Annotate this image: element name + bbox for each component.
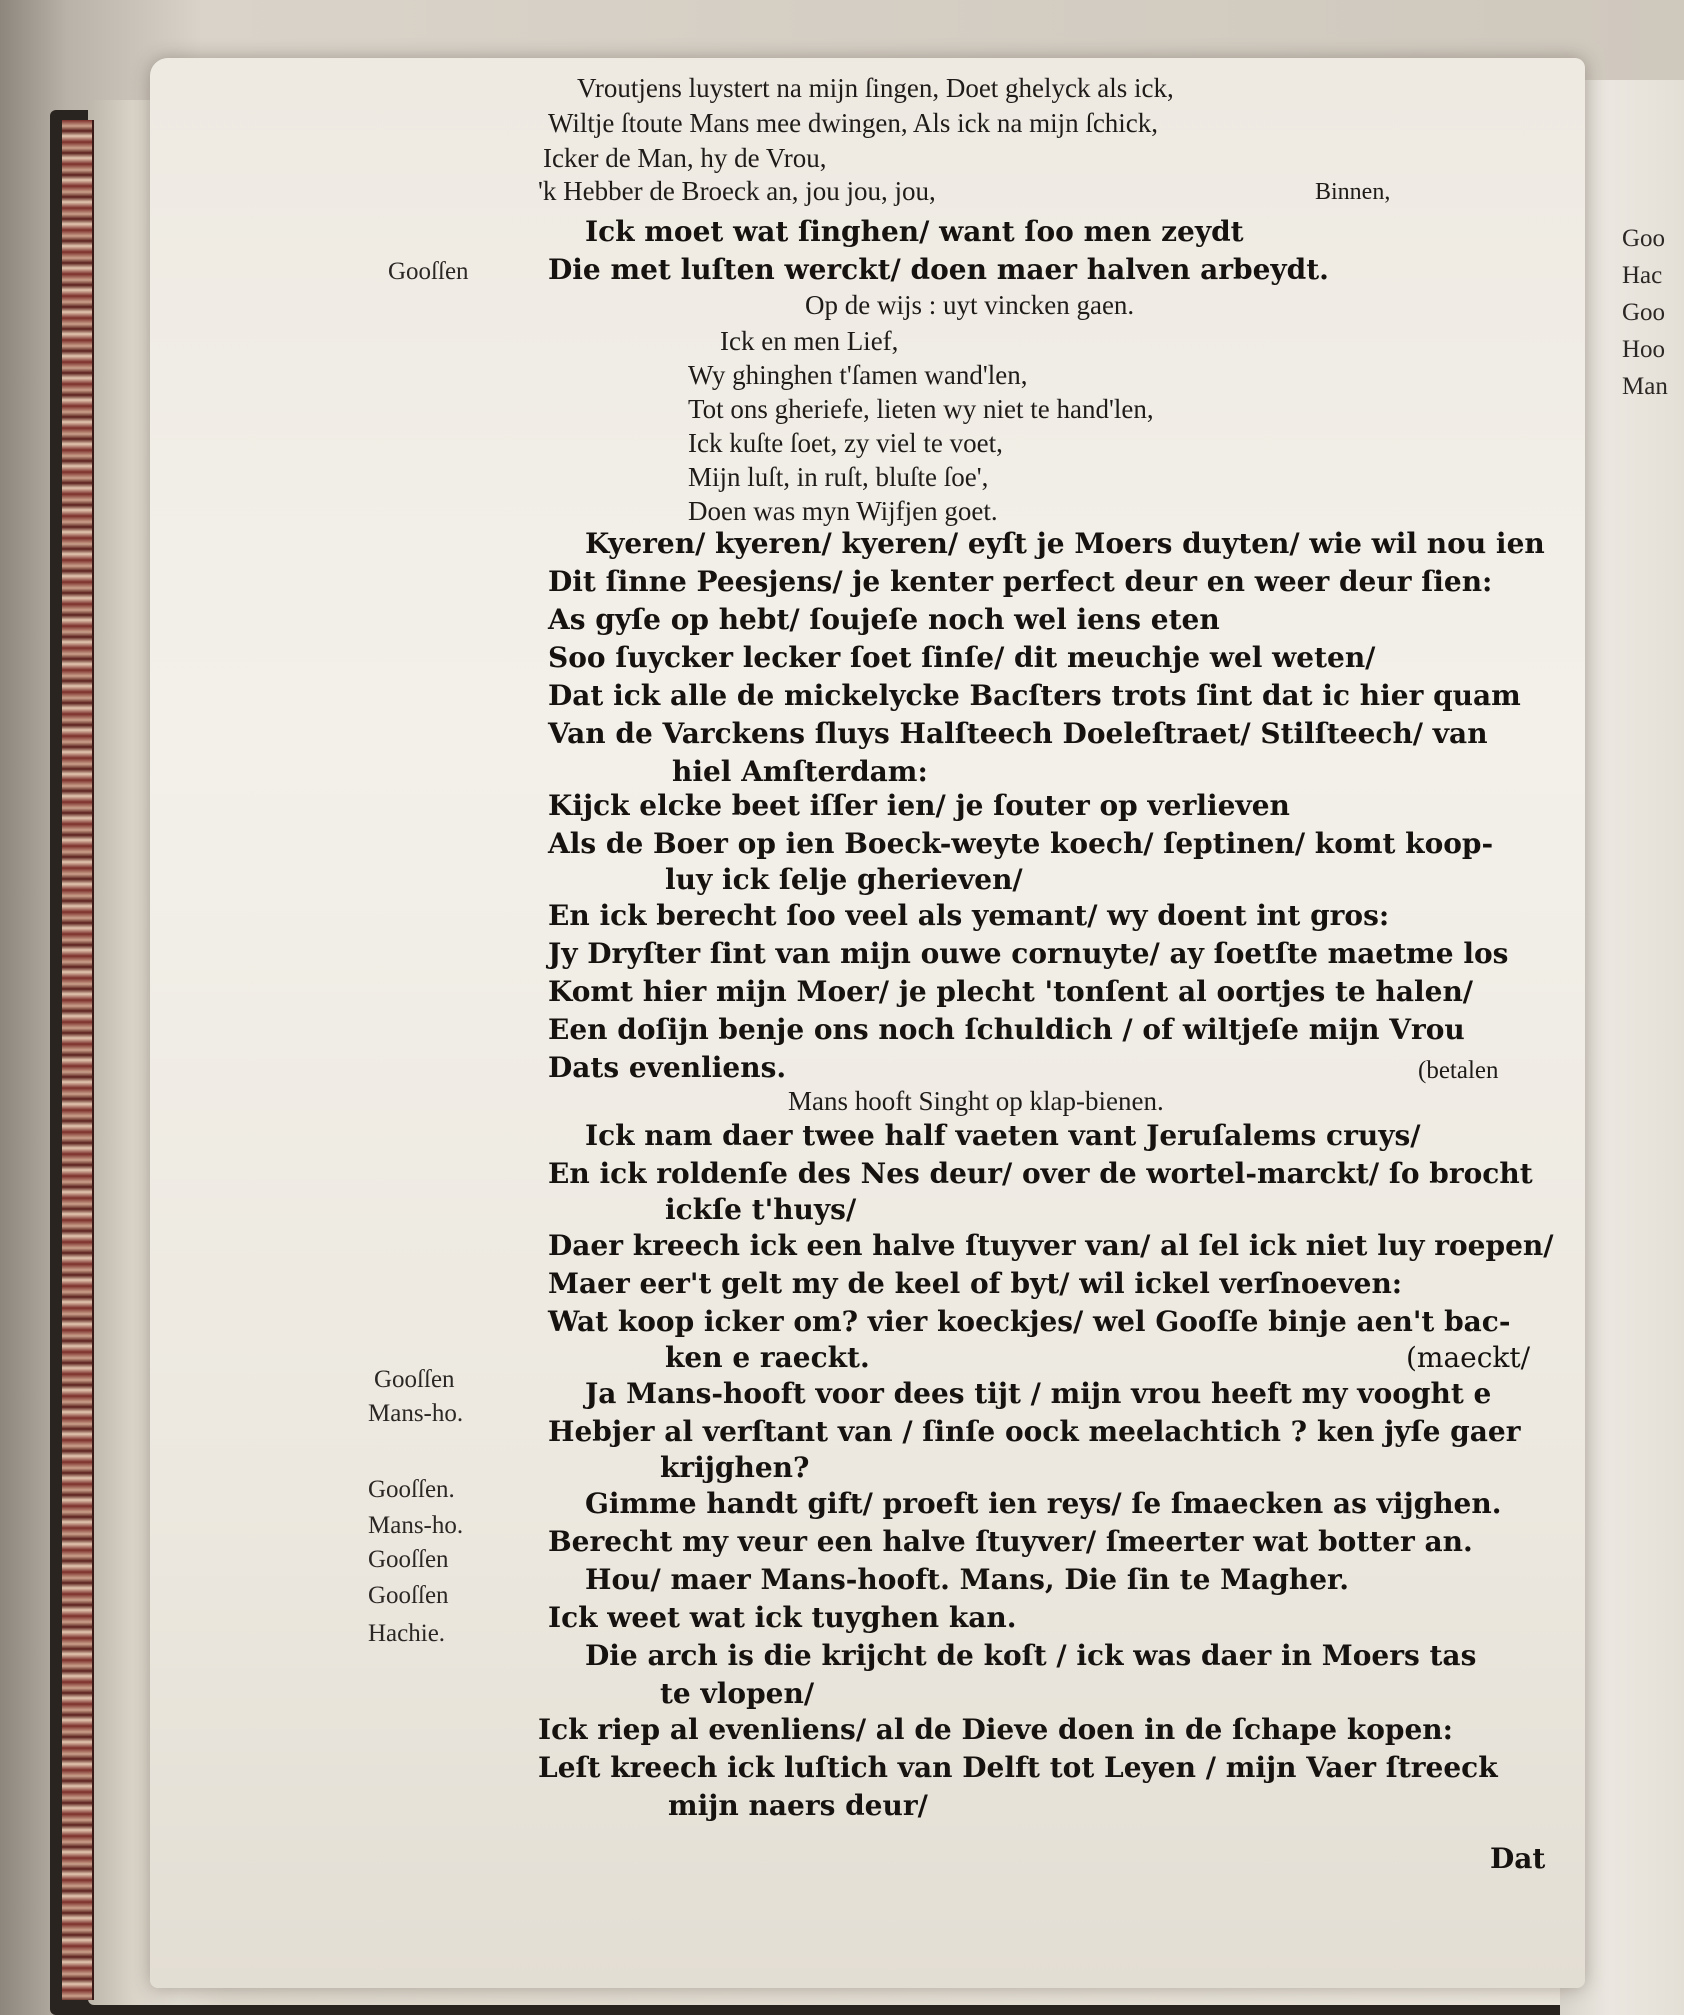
text-line: Jy Dryſter ſint van mijn ouwe cornuyte/ ay ſoetſte maetme los bbox=[548, 937, 1509, 970]
text-line: Wat koop icker om? vier koeckjes/ wel Gooſſe binje aen't bac- bbox=[548, 1305, 1511, 1338]
facing-fragment: Hoo bbox=[1622, 336, 1666, 363]
text-line: Ick riep al evenliens/ al de Dieve doen in de ſchape kopen: bbox=[538, 1713, 1453, 1746]
text-line: Soo ſuycker lecker ſoet ſinſe/ dit meuchje wel weten/ bbox=[548, 641, 1376, 674]
catchword: Dat bbox=[1490, 1842, 1546, 1875]
text-line: Binnen, bbox=[1315, 179, 1391, 205]
text-line: Vroutjens luystert na mijn ſingen, Doet ghelyck als ick, bbox=[577, 73, 1174, 103]
speaker-label: Gooſſen bbox=[368, 1546, 449, 1573]
text-line: Tot ons gheriefe, lieten wy niet te hand'len, bbox=[688, 394, 1154, 424]
text-line: Berecht my veur een halve ſtuyver/ ſmeerter wat botter an. bbox=[548, 1525, 1473, 1558]
text-line: Op de wijs : uyt vincken gaen. bbox=[805, 290, 1135, 320]
text-line: En ick berecht ſoo veel als yemant/ wy doent int gros: bbox=[548, 899, 1390, 932]
facing-fragment: Goo bbox=[1622, 299, 1666, 326]
text-line: Icker de Man, hy de Vrou, bbox=[543, 143, 827, 173]
text-line: ken e raeckt. bbox=[665, 1341, 870, 1374]
text-line: krijghen? bbox=[660, 1451, 810, 1484]
text-line: (maeckt/ bbox=[1406, 1341, 1531, 1374]
marbled-edge bbox=[62, 120, 94, 2000]
text-line: Dat ick alle de mickelycke Bacſters trots ſint dat ic hier quam bbox=[548, 679, 1521, 712]
text-line: Dit ſinne Peesjens/ je kenter perfect deur en weer deur ſien: bbox=[548, 565, 1493, 598]
text-line: Die arch is die krijcht de koſt / ick was daer in Moers tas bbox=[585, 1639, 1477, 1672]
facing-fragment: Man bbox=[1622, 373, 1668, 400]
text-line: luy ick ſelje gherieven/ bbox=[665, 863, 1023, 896]
speaker-label: Gooſſen bbox=[374, 1366, 455, 1393]
text-line: Ja Mans-hooft voor dees tijt / mijn vrou heeft my vooght e bbox=[585, 1377, 1492, 1410]
text-line: Ick weet wat ick tuyghen kan. bbox=[548, 1601, 1017, 1634]
text-line: As gyſe op hebt/ ſoujeſe noch wel iens eten bbox=[548, 603, 1220, 636]
speaker-label: Hachie. bbox=[368, 1620, 446, 1647]
text-line: hiel Amſterdam: bbox=[672, 755, 928, 788]
text-line: Een doſijn benje ons noch ſchuldich / of wiltjeſe mijn Vrou bbox=[548, 1013, 1465, 1046]
text-line: Die met luſten werckt/ doen maer halven arbeydt. bbox=[548, 253, 1329, 286]
text-line: Wiltje ſtoute Mans mee dwingen, Als ick na mijn ſchick, bbox=[548, 108, 1159, 138]
text-line: Als de Boer op ien Boeck-weyte koech/ ſeptinen/ komt koop- bbox=[548, 827, 1494, 860]
text-line: Ick moet wat ſinghen/ want ſoo men zeydt bbox=[585, 215, 1244, 248]
text-line: ickſe t'huys/ bbox=[665, 1193, 857, 1226]
text-line: te vlopen/ bbox=[660, 1677, 815, 1710]
text-line: En ick roldenſe des Nes deur/ over de wortel-marckt/ ſo brocht bbox=[548, 1157, 1533, 1190]
text-line: Kijck elcke beet iſſer ien/ je ſouter op verlieven bbox=[548, 789, 1290, 822]
text-line: Maer eer't gelt my de keel of byt/ wil ickel verſnoeven: bbox=[548, 1267, 1403, 1300]
facing-fragment: Hac bbox=[1622, 262, 1663, 289]
text-line: Ick kuſte ſoet, zy viel te voet, bbox=[688, 428, 1003, 458]
text-line: Doen was myn Wijfjen goet. bbox=[688, 496, 998, 526]
text-line: Wy ghinghen t'ſamen wand'len, bbox=[688, 360, 1028, 390]
text-line: Mijn luſt, in ruſt, bluſte ſoe', bbox=[688, 462, 989, 492]
text-line: Dats evenliens. bbox=[548, 1051, 787, 1084]
text-line: mijn naers deur/ bbox=[668, 1789, 928, 1822]
text-line: 'k Hebber de Broeck an, jou jou, jou, bbox=[538, 176, 936, 206]
speaker-label: Mans-ho. bbox=[368, 1400, 464, 1427]
text-line: Van de Varckens ſluys Halſteech Doeleſtraet/ Stilſteech/ van bbox=[548, 717, 1488, 750]
text-line: Hebjer al verſtant van / ſinſe oock meelachtich ? ken jyſe gaer bbox=[548, 1415, 1521, 1448]
speaker-label: Mans-ho. bbox=[368, 1512, 464, 1539]
text-line: Daer kreech ick een halve ſtuyver van/ al ſel ick niet luy roepen/ bbox=[548, 1229, 1554, 1262]
text-line: Gimme handt gift/ proeft ien reys/ ſe ſmaecken as vijghen. bbox=[585, 1487, 1502, 1520]
text-line: Hou/ maer Mans-hooft. Mans, Die ſin te Magher. bbox=[585, 1563, 1349, 1596]
facing-fragment: Goo bbox=[1622, 225, 1666, 252]
text-line: Leſt kreech ick luſtich van Delft tot Leyen / mijn Vaer ſtreeck bbox=[538, 1751, 1498, 1784]
text-line: Komt hier mijn Moer/ je plecht 'tonſent al oortjes te halen/ bbox=[548, 975, 1474, 1008]
text-line: (betalen bbox=[1418, 1057, 1499, 1084]
text-line: Mans hooft Singht op klap-bienen. bbox=[788, 1086, 1164, 1116]
text-line: Kyeren/ kyeren/ kyeren/ eyſt je Moers duyten/ wie wil nou ien bbox=[585, 527, 1545, 560]
speaker-label: Gooſſen. bbox=[368, 1476, 455, 1503]
text-line: Ick nam daer twee half vaeten vant Jeruſalems cruys/ bbox=[585, 1119, 1421, 1152]
speaker-label: Gooſſen bbox=[388, 258, 469, 285]
text-line: Ick en men Lief, bbox=[720, 326, 899, 356]
speaker-label: Gooſſen bbox=[368, 1582, 449, 1609]
